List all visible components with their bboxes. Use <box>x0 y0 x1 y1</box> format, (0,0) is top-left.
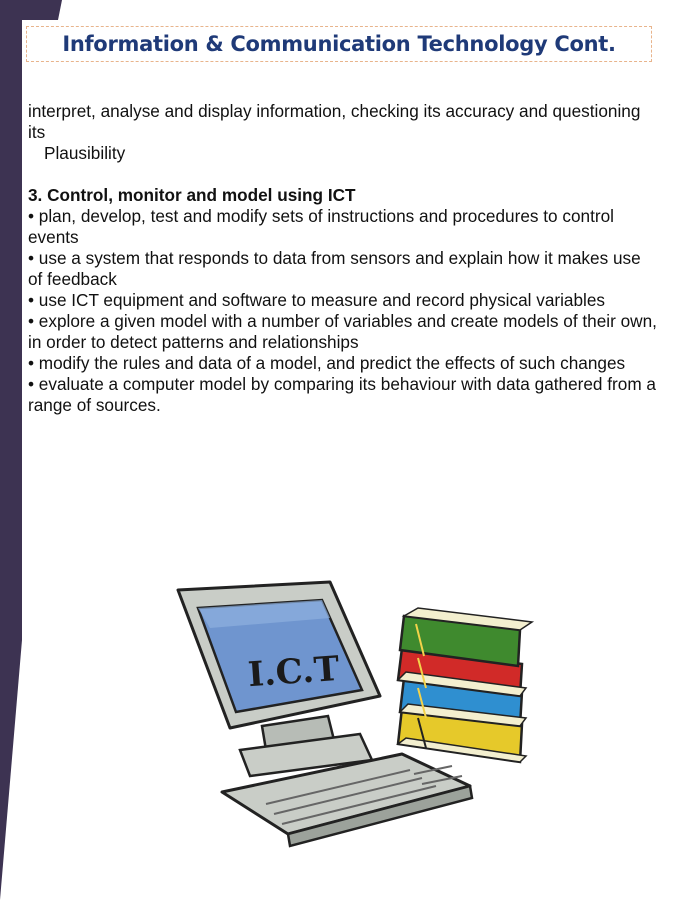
spacer <box>28 164 658 185</box>
title-box <box>26 26 652 62</box>
intro-line: interpret, analyse and display information, checking its accuracy and questioning its <box>28 101 641 142</box>
bullet-item: • use ICT equipment and software to measure and record physical variables <box>28 290 606 310</box>
intro-continuation: Plausibility <box>44 143 126 163</box>
side-accent-bar <box>0 0 22 900</box>
bullet-item: • modify the rules and data of a model, and predict the effects of such changes <box>28 353 626 373</box>
top-accent-corner <box>22 0 62 20</box>
bullet-item: • explore a given model with a number of variables and create models of their own, in order to detect patterns and relationships <box>28 311 657 352</box>
bullet-item: • evaluate a computer model by comparing its behaviour with data gathered from a range of sources. <box>28 374 656 415</box>
books-icon <box>398 608 532 762</box>
content-body <box>28 101 658 416</box>
bullet-item: • use a system that responds to data from sensors and explain how it makes use of feedback <box>28 248 641 289</box>
section-heading: 3. Control, monitor and model using ICT <box>28 185 356 205</box>
ict-illustration <box>170 578 540 858</box>
bullet-item: • plan, develop, test and modify sets of instructions and procedures to control events <box>28 206 614 247</box>
screen-label: I.C.T <box>246 648 341 696</box>
page-title: Information & Communication Technology Cont. <box>62 32 616 56</box>
